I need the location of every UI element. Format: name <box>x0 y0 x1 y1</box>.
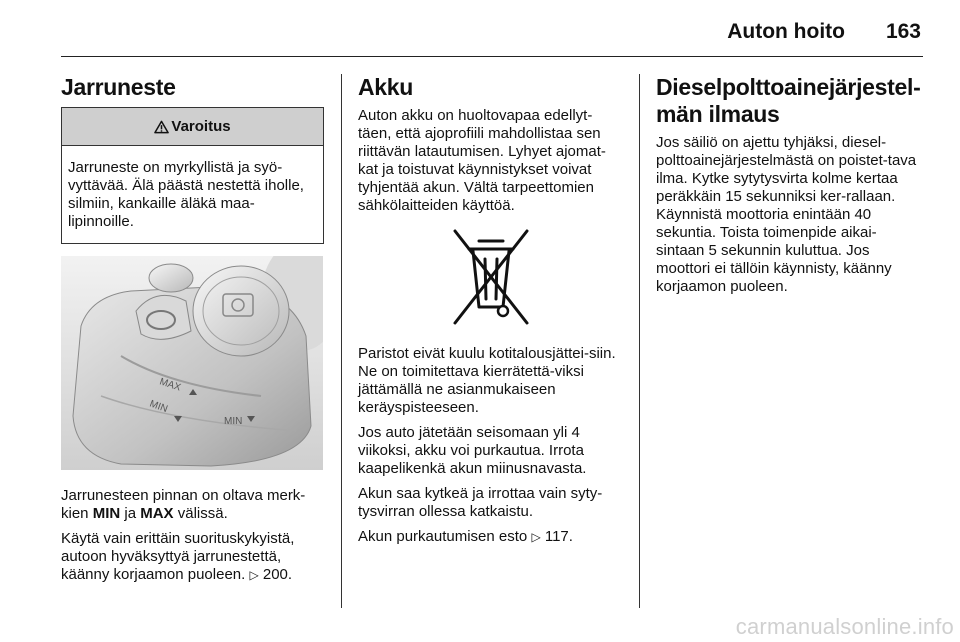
min-mark-label: MIN <box>147 398 169 416</box>
warning-box <box>61 107 324 244</box>
heading-diesel-bleeding: Dieselpolttoainejärjestel-män ilmaus <box>656 74 921 127</box>
watermark: carmanualsonline.info <box>735 614 954 639</box>
warning-header <box>62 108 323 146</box>
column-diesel-bleeding <box>656 74 922 303</box>
min-mark-label: MIN <box>224 416 243 427</box>
paragraph-fluid-type: Käytä vain erittäin suorituskykyistä, autoon hyväksyttyä jarrunestettä, käänny korjaamon puoleen. ▷ 200. <box>61 530 295 583</box>
warning-triangle-icon <box>154 120 169 134</box>
page-reference: 117. <box>544 528 573 545</box>
paragraph-battery-maintenance: Auton akku on huoltovapaa edellyt-täen, että ajoprofiili mahdollistaa sen riittävän latautumisen. Lyhyet ajomat-kat ja toistuvat käynnistykset voivat tyhjentää akun. Vältä tarpeettomien sähkölaitteiden käyttöä. <box>358 107 606 214</box>
page-reference-arrow-icon: ▷ <box>249 568 259 582</box>
min-label: MIN <box>92 505 121 522</box>
section-title: Auton hoito <box>727 20 845 43</box>
paragraph-diesel-bleeding: Jos säiliö on ajettu tyhjäksi, diesel-polttoainejärjestelmästä on poistet-tava ilma. Kytke sytytysvirta kolme kertaa peräkkäin 15 sekunniksi ker-rallaan. Käynnistä moottoria enintään 40 sekuntia. Toista toimenpide aikai-sintaan 5 sekunnin kuluttua. Jos moottori ei tällöin käynnisty, käänny korjaamon puoleen. <box>656 134 917 295</box>
paragraph-battery-connect: Akun saa kytkeä ja irrottaa vain syty-tysvirran ollessa katkaistu. <box>358 485 603 520</box>
paragraph-fluid-level: Jarrunesteen pinnan on oltava merk-kien MIN ja MAX välissä. <box>61 487 306 522</box>
brake-fluid-reservoir-image <box>61 256 323 470</box>
page-reference-arrow-icon: ▷ <box>531 530 541 544</box>
max-mark-label: MAX <box>158 376 183 394</box>
column-battery <box>358 74 624 553</box>
paragraph-discharge-protection: Akun purkautumisen esto ▷ 117. <box>358 528 573 545</box>
warning-text: Jarruneste on myrkyllistä ja syö-vyttävää. Älä päästä nestettä iholle, silmiin, kankaille äläkä maa-lipinnoille. <box>68 159 304 230</box>
paragraph-battery-storage: Jos auto jätetään seisomaan yli 4 viikoksi, akku voi purkautua. Irrota kaapelikenkä akun miinusnavasta. <box>358 424 587 477</box>
warning-title: Varoitus <box>171 118 231 135</box>
column-divider <box>341 74 342 608</box>
page-number: 163 <box>885 20 921 43</box>
paragraph-battery-disposal: Paristot eivät kuulu kotitalousjättei-siin. Ne on toimitettava kierrätettä-viksi jättämällä ne asianmukaiseen keräyspisteeseen. <box>358 345 616 416</box>
column-brake-fluid <box>61 74 325 591</box>
page-reference: 200. <box>262 566 293 583</box>
crossed-out-wheelie-bin-icon <box>451 227 531 327</box>
column-divider <box>639 74 640 608</box>
heading-battery: Akku <box>358 74 414 100</box>
page-header <box>61 16 923 57</box>
max-label: MAX <box>140 505 174 522</box>
heading-brake-fluid: Jarruneste <box>61 74 176 100</box>
